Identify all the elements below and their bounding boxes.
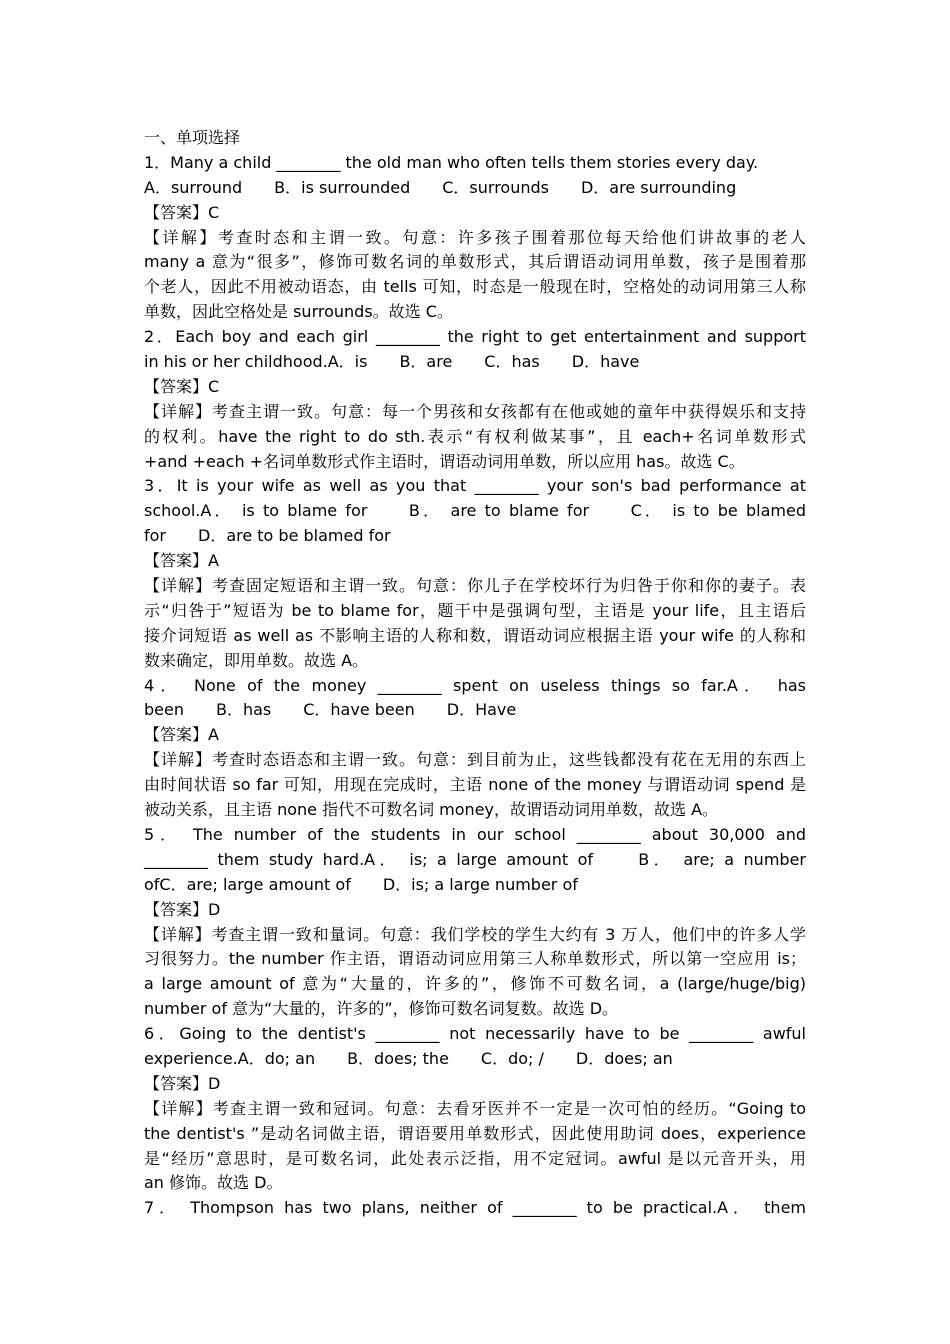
document-lines [144, 151, 806, 1221]
text-line: number of 意为“大量的，许多的”，修饰可数名词复数。故选 D。 [144, 999, 619, 1019]
text-line: 是“经历”意思时，是可数名词，此处表示泛指，用不定冠词。awful 是以元音开头，用 [144, 1148, 806, 1168]
text-line: 【答案】C [144, 202, 220, 222]
text-line: ________ them study hard.A． is; a large amount of B． are; a number [144, 849, 806, 869]
text-line: school.A． is to blame for B． are to blame for C． is to be blamed [144, 501, 806, 521]
text-line: 数来确定，即用单数。故选 A。 [144, 650, 369, 670]
text-line: 4． None of the money ________ spent on useless things so far.A． has [144, 675, 806, 695]
text-line: 6．Going to the dentist's ________ not necessarily have to be ________ awful [144, 1024, 807, 1044]
text-line: 2．Each boy and each girl ________ the right to get entertainment and support [144, 327, 806, 347]
text-line: 由时间状语 so far 可知，用现在完成时，主语 none of the money 与谓语动词 spend 是 [144, 775, 806, 795]
text-line: for D．are to be blamed for [144, 526, 391, 546]
text-line: 3．It is your wife as well as you that ________ your son's bad performance at [144, 476, 806, 496]
text-line: 1．Many a child ________ the old man who often tells them stories every day. [144, 152, 759, 172]
text-line: 习很努力。the number 作主语，谓语动词应用第三人称单数形式，所以第一空应用 is； [144, 949, 806, 969]
text-line: 个老人，因此不用被动语态，由 tells 可知，时态是一般现在时，空格处的动词用第三人称 [144, 277, 806, 297]
text-line: 【答案】D [144, 1073, 221, 1093]
section-title: 一、单项选择 [144, 128, 241, 147]
document-body [144, 126, 806, 1221]
text-line: 示“归咎于”短语为 be to blame for，题干中是强调句型，主语是 your life，且主语后 [144, 600, 806, 620]
text-line: 单数，因此空格处是 surrounds。故选 C。 [144, 302, 453, 322]
text-line: 【答案】A [144, 551, 219, 571]
text-line: 【答案】A [144, 725, 219, 745]
text-line: 【详解】考查主谓一致。句意：每一个男孩和女孩都有在他或她的童年中获得娱乐和支持 [144, 401, 806, 421]
text-line: a large amount of 意为“大量的，许多的”，修饰不可数名词，a (large/huge/big) [144, 974, 806, 994]
text-line: 【详解】考查时态和主谓一致。句意：许多孩子围着那位每天给他们讲故事的老人 [144, 227, 806, 247]
text-line: the dentist's ”是动名词做主语，谓语要用单数形式，因此使用助词 does，experience [144, 1123, 806, 1143]
text-line: been B．has C．have been D．Have [144, 700, 517, 720]
text-line: 【详解】考查固定短语和主谓一致。句意：你儿子在学校坏行为归咎于你和你的妻子。表 [144, 576, 806, 596]
text-line: many a 意为“很多”，修饰可数名词的单数形式，其后谓语动词用单数，孩子是围着那 [144, 252, 806, 272]
text-line: ofC．are; large amount of D．is; a large number of [144, 874, 578, 894]
text-line: 接介词短语 as well as 不影响主语的人称和数，谓语动词应根据主语 your wife 的人称和 [144, 625, 806, 645]
text-line: experience.A．do; an B．does; the C．do; / D．does; an [144, 1048, 673, 1068]
text-line: A．surround B．is surrounded C．surrounds D．are surrounding [144, 177, 737, 197]
text-line: 被动关系，且主语 none 指代不可数名词 money，故谓语动词用单数，故选 A。 [144, 800, 719, 820]
text-line: 的权利。have the right to do sth.表示“有权利做某事”，且 each+名词单数形式 [144, 426, 806, 446]
text-line: 【答案】C [144, 376, 220, 396]
text-line: 5． The number of the students in our school ________ about 30,000 and [144, 824, 807, 844]
text-line: 7． Thompson has two plans, neither of ________ to be practical.A． them [144, 1198, 806, 1218]
text-line: 【详解】考查时态语态和主谓一致。句意：到目前为止，这些钱都没有花在无用的东西上 [144, 750, 806, 770]
text-line: an 修饰。故选 D。 [144, 1173, 283, 1193]
text-line: 【详解】考查主谓一致和冠词。句意：去看牙医并不一定是一次可怕的经历。“Going to [144, 1098, 806, 1118]
text-line: in his or her childhood.A．is B．are C．has D．have [144, 352, 640, 372]
text-line: 【详解】考查主谓一致和量词。句意：我们学校的学生大约有 3 万人，他们中的许多人学 [144, 924, 806, 944]
text-line: +and +each +名词单数形式作主语时，谓语动词用单数，所以应用 has。故选 C。 [144, 451, 745, 471]
text-line: 【答案】D [144, 899, 221, 919]
